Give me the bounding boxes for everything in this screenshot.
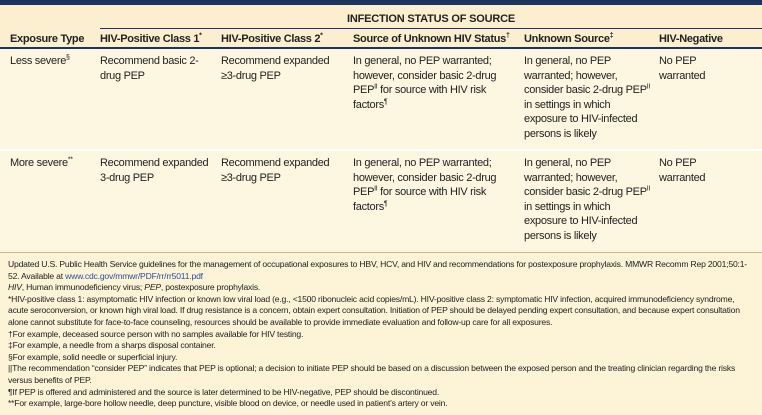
exposure-cell: Less severe§: [10, 54, 70, 67]
super-header: INFECTION STATUS OF SOURCE: [347, 13, 515, 25]
header-exposure-type: [10, 33, 84, 45]
source-link[interactable]: www.cdc.gov/mmwr/PDF/rr/rr5011.pdf: [65, 270, 203, 281]
abbreviations: HIV, Human immunodeficiency virus; PEP, postexposure prophylaxis.: [8, 282, 261, 293]
class1-cell: Recommend expanded 3-drug PEP: [100, 157, 209, 184]
class2-cell: Recommend expanded ≥3-drug PEP: [221, 55, 330, 82]
header-class2: [221, 33, 323, 45]
hiv-negative-cell: No PEP warranted: [659, 55, 706, 82]
unknown-status-cell: In general, no PEP warranted; however, consider basic 2-drug $PEP^{II}$ for source with HIV risk factors¶: [353, 157, 497, 213]
header-class1: [100, 33, 202, 45]
footnote: ||The recommendation “consider PEP” indicates that PEP is optional; a decision to initiate PEP should be based on a discussion between the exposed person and the treating clinician regarding the risks versus benefits of PEP.: [8, 363, 736, 385]
footnote: §For example, solid needle or superficial injury.: [8, 351, 178, 362]
footnote-mark: †: [505, 32, 510, 40]
source-note: Updated U.S. Public Health Service guidelines for the management of occupational exposures to HBV, HCV, and HIV and recommendations for postexposure prophylaxis. MMWR Recomm Rep 2001;50:1-52. Available at www.cdc.gov/mmwr/PDF/rr/rr5011.pdf: [8, 259, 747, 281]
exposure-cell: More severe**: [10, 156, 73, 169]
header-label: Unknown Source: [524, 33, 610, 45]
footnote: ¶If PEP is offered and administered and the source is later determined to be HIV-negative, PEP should be discontinued.: [8, 386, 440, 397]
table-row: [0, 151, 762, 247]
header-hiv-negative: [659, 33, 723, 45]
footnote-mark: ‡: [609, 32, 614, 40]
unknown-status-cell: In general, no PEP warranted; however, consider basic 2-drug $PEP^{II}$ for source with HIV risk factors¶: [353, 55, 497, 111]
footnote: **For example, large-bore hollow needle, deep puncture, visible blood on device, or needle used in patient’s artery or vein.: [8, 398, 448, 409]
header-label: HIV-Negative: [659, 33, 723, 45]
pep-table: [0, 5, 762, 247]
hiv-negative-cell: No PEP warranted: [659, 157, 706, 184]
footnote: †For example, deceased source person with no samples available for HIV testing.: [8, 328, 304, 339]
header-label: Source of Unknown HIV Status: [353, 33, 506, 45]
unknown-source-cell: In general, no PEP warranted; however, consider basic 2-drug $PEP^{II}$ in settings in which exposure to HIV-infected persons is likely: [524, 157, 651, 242]
class1-cell: Recommend basic 2-drug PEP: [100, 55, 199, 82]
header-label: HIV-Positive Class 2: [221, 33, 321, 45]
footnote-mark: *: [199, 32, 202, 40]
header-unknown-status: [353, 33, 510, 45]
header-unknown-source: [524, 33, 613, 45]
table-row: [0, 49, 762, 149]
footnotes: [0, 252, 762, 415]
divider: [100, 28, 762, 29]
footnote: ‡For example, a needle from a sharps disposal container.: [8, 340, 216, 351]
footnote: *HIV-positive class 1: asymptomatic HIV infection or known low viral load (e.g., <1500 ribonucleic acid copies/mL). HIV-positive class 2: symptomatic HIV infection, acquired immunodeficiency syndrome, acute seroconversion, or known high viral load. If drug resistance is a concern, obtain expert consultation. Initiation of PEP should be delayed pending expert consultation, and because expert consultation alone cannot substitute for face-to-face counseling, resources should be available to provide immediate evaluation and follow-up care for all exposures.: [8, 293, 740, 327]
unknown-source-cell: In general, no PEP warranted; however, consider basic 2-drug $PEP^{II}$ in settings in which exposure to HIV-infected persons is likely: [524, 55, 651, 140]
header-label: Exposure Type: [10, 33, 85, 45]
footnote-mark: *: [320, 32, 323, 40]
class2-cell: Recommend expanded ≥3-drug PEP: [221, 157, 330, 184]
header-label: HIV-Positive Class 1: [100, 33, 200, 45]
